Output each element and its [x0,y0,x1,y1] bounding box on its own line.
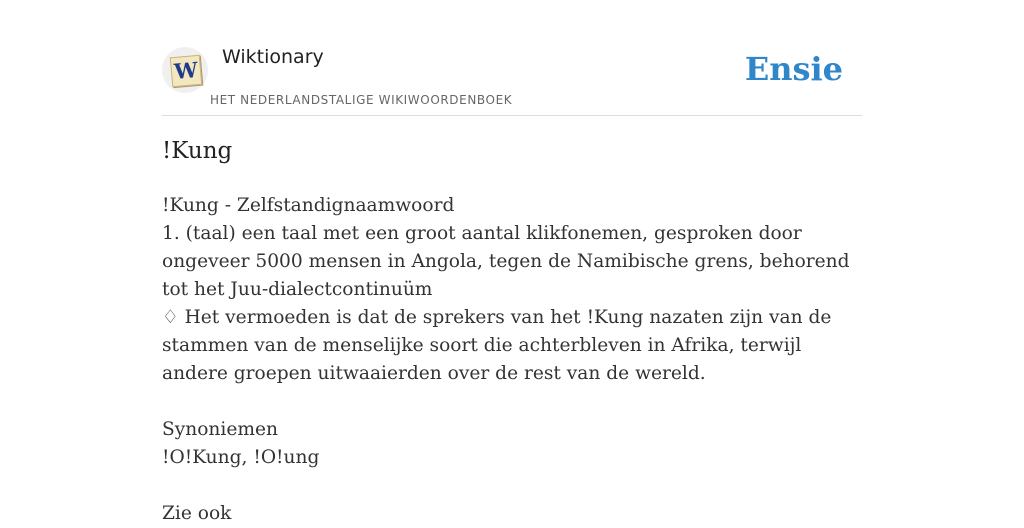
synonyms-list: !O!Kung, !O!ung [162,447,320,468]
site-title[interactable]: Wiktionary [222,46,324,68]
site-tagline: HET NEDERLANDSTALIGE WIKIWOORDENBOEK [210,93,513,107]
spacer [162,388,862,416]
page-title: !Kung [162,138,233,164]
wiktionary-logo-icon[interactable] [162,47,208,93]
see-also-heading: Zie ook [162,503,232,524]
entry-content [162,192,862,528]
synonyms-heading: Synoniemen [162,419,278,440]
spacer [162,472,862,500]
entry-definition: 1. (taal) een taal met een groot aantal klikfonemen, gesproken door ongeveer 5000 mensen in Angola, tegen de Namibische grens, behorend tot het Juu-dialectcontinuüm [162,223,850,300]
entry-heading: !Kung - Zelfstandignaamwoord [162,195,455,216]
ensie-brand-logo[interactable]: Ensie [744,50,843,88]
entry-example: ♢ Het vermoeden is dat de sprekers van het !Kung nazaten zijn van de stammen van de menselijke soort die achterbleven in Afrika, terwijl andere groepen uitwaaierden over de rest van de wereld. [162,307,832,384]
site-header [162,40,862,116]
logo-tile: W [170,55,203,88]
